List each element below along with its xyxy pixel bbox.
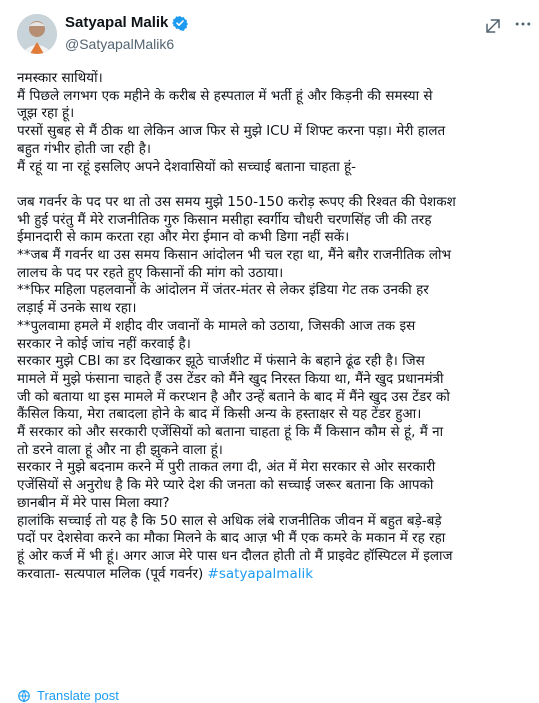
post-text-line: पदों पर देशसेवा करने का मौका मिलने के बाद आज़ भी मैं एक कमरे के मकान में रह रहा (17, 530, 446, 547)
verified-badge-icon (172, 15, 188, 31)
more-options-icon[interactable] (513, 14, 533, 34)
post-text-line: सरकार ने कोई जांच नहीं करवाई है। (17, 335, 191, 352)
hashtag-link[interactable]: #satyapalmalik (207, 565, 314, 582)
post-text-line: छानबीन में मेरे पास मिला क्या? (17, 494, 170, 511)
post-text-line: लड़ाई में उनके साथ रहा। (17, 300, 137, 317)
author-handle[interactable]: @SatyapalMalik6 (65, 36, 175, 52)
post-text-line: हालांकि सच्चाई तो यह है कि 50 साल से अधिक लंबे राजनीतिक जीवन में बहुत बड़े-बड़े (17, 512, 442, 529)
post-text-line: जूझ रहा हूं। (17, 105, 75, 122)
post-text-line: बहुत गंभीर होती जा रही है। (17, 140, 151, 157)
post-text-line: मैं सरकार को और सरकारी एजेंसियों को बताना चाहता हूं कि मैं किसान कौम से हूं, मैं ना (17, 424, 444, 441)
post-text-last-segment: करवाता- सत्यपाल मलिक (पूर्व गवर्नर) (17, 565, 208, 582)
avatar-image (17, 14, 57, 54)
post-text-line: **जब मैं गवर्नर था उस समय किसान आंदोलन भी चल रहा था, मैंने बग़ैर राजनीतिक लोभ (17, 247, 451, 264)
post-text-line: जब गवर्नर के पद पर था तो उस समय मुझे 150-150 करोड़ रूपए की रिश्वत की पेशकश (17, 193, 456, 210)
post-text-line: ईमानदारी से काम करता रहा और मेरा ईमान वो कभी डिगा नहीं सकें। (17, 229, 350, 246)
post-text-line: सरकार मुझे CBI का डर दिखाकर झूठे चार्जशीट में फंसाने के बहाने ढूंढ रही है। जिस (17, 353, 425, 370)
post-text-line: मैं रहूं या ना रहूं इसलिए अपने देशवासियों को सच्चाई बताना चाहता हूं- (17, 158, 357, 175)
grok-icon[interactable] (484, 17, 502, 35)
blank-line (17, 176, 532, 194)
translate-post-label: Translate post (37, 688, 119, 703)
post-text-line: **फिर महिला पहलवानों के आंदोलन में जंतर-मंतर से लेकर इंडिया गेट तक उनकी हर (17, 282, 429, 299)
post-text-line: सरकार ने मुझे बदनाम करने में पुरी ताकत लगा दी, अंत में मेरा सरकार से ओर सरकारी (17, 459, 436, 476)
post-text-line: कैंसिल किया, मेरा तबादला होने के बाद में किसी अन्य के हस्ताक्षर से यह टेंडर हुआ। (17, 406, 422, 423)
avatar[interactable] (17, 14, 57, 54)
post-text-line: हूं ओर कर्ज में भी हूं। अगर आज मेरे पास धन दौलत होती तो मैं प्राइवेट हॉस्पिटल में इलाज (17, 547, 453, 564)
post-text-line: मैं पिछले लगभग एक महीने के करीब से हस्पताल में भर्ती हूं और किड़नी की समस्या से (17, 87, 433, 104)
author-name[interactable]: Satyapal Malik (65, 14, 169, 31)
post-text-line: मामले में मुझे फंसाना चाहते हैं उस टेंडर को मैंने खुद निरस्त किया था, मैंने खुद प्रधानमंत्री (17, 370, 444, 387)
author-name-row (65, 14, 188, 31)
translate-post-link[interactable] (17, 688, 119, 703)
post-text-line: भी हुई परंतु मैं मेरे राजनीतिक गुरु किसान मसीहा स्वर्गीय चौधरी चरणसिंह जी की तरह (17, 211, 432, 228)
post-text-line: **पुलवामा हमले में शहीद वीर जवानों के मामले को उठाया, जिसकी आज तक इस (17, 317, 416, 334)
post-text-line: नमस्कार साथियों। (17, 70, 103, 86)
post-text-line: जी को बताया था इस मामले में करप्शन है और उन्हें बताने के बाद में मैंने खुद उस टेंडर को (17, 388, 450, 405)
post-text-line: तो डरने वाला हूं और ना ही झुकने वाला हूं। (17, 441, 223, 458)
post-header (0, 0, 539, 66)
post-text-line: एजेंसियों से अनुरोध है कि मेरे प्यारे देश की जनता को सच्चाई जरूर बताना कि आपको (17, 477, 434, 494)
post-text-line (17, 566, 532, 584)
post-body (17, 70, 532, 583)
globe-icon (17, 689, 31, 703)
post-text-line: लालच के पद पर रहते हुए किसानों की मांग को उठाया। (17, 264, 284, 281)
post-text-line: परसों सुबह से मैं ठीक था लेकिन आज फिर से मुझे ICU में शिफ्ट करना पड़ा। मेरी हालत (17, 123, 446, 140)
